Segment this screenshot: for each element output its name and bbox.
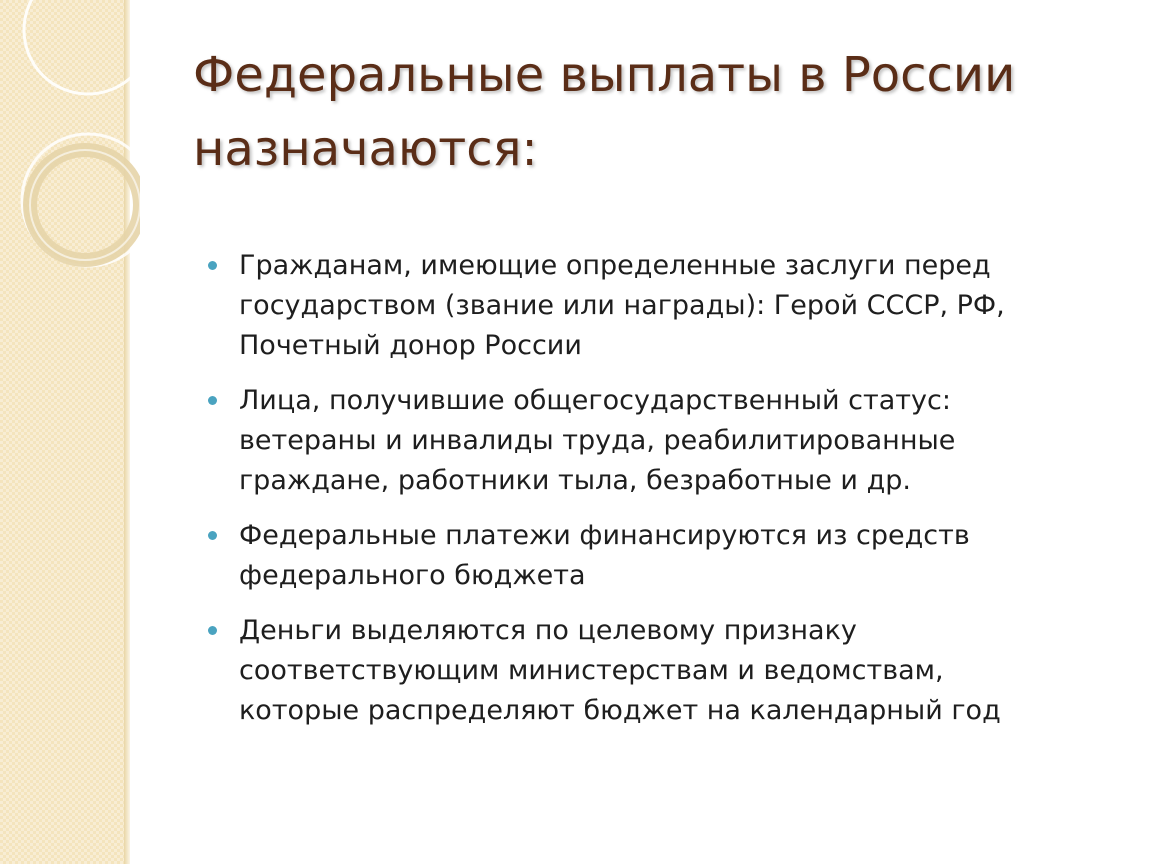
bullet-item <box>208 246 1028 366</box>
decor-circle-ring-highlight <box>30 150 140 260</box>
decor-circle-top <box>24 0 140 94</box>
bullet-text: Федеральные платежи финансируются из средств федерального бюджета <box>239 520 970 591</box>
bullet-list <box>208 246 1028 746</box>
bullet-dot-icon <box>208 531 217 540</box>
bullet-text: Лица, получившие общегосударственный статус: ветераны и инвалиды труда, реабилитированные граждане, работники тыла, безработные и др. <box>239 385 956 496</box>
bullet-dot-icon <box>208 396 217 405</box>
decorative-circles <box>0 0 140 300</box>
bullet-item <box>208 516 1028 596</box>
bullet-text: Гражданам, имеющие определенные заслуги перед государством (звание или награды): Герой СССР, РФ, Почетный донор России <box>239 250 1005 361</box>
bullet-item <box>208 611 1028 731</box>
slide-title: Федеральные выплаты в России назначаются: <box>193 47 1016 177</box>
bullet-text: Деньги выделяются по целевому признаку соответствующим министерствам и ведомствам, которые распределяют бюджет на календарный год <box>239 615 1001 726</box>
bullet-dot-icon <box>208 261 217 270</box>
bullet-dot-icon <box>208 626 217 635</box>
bullet-item <box>208 381 1028 501</box>
